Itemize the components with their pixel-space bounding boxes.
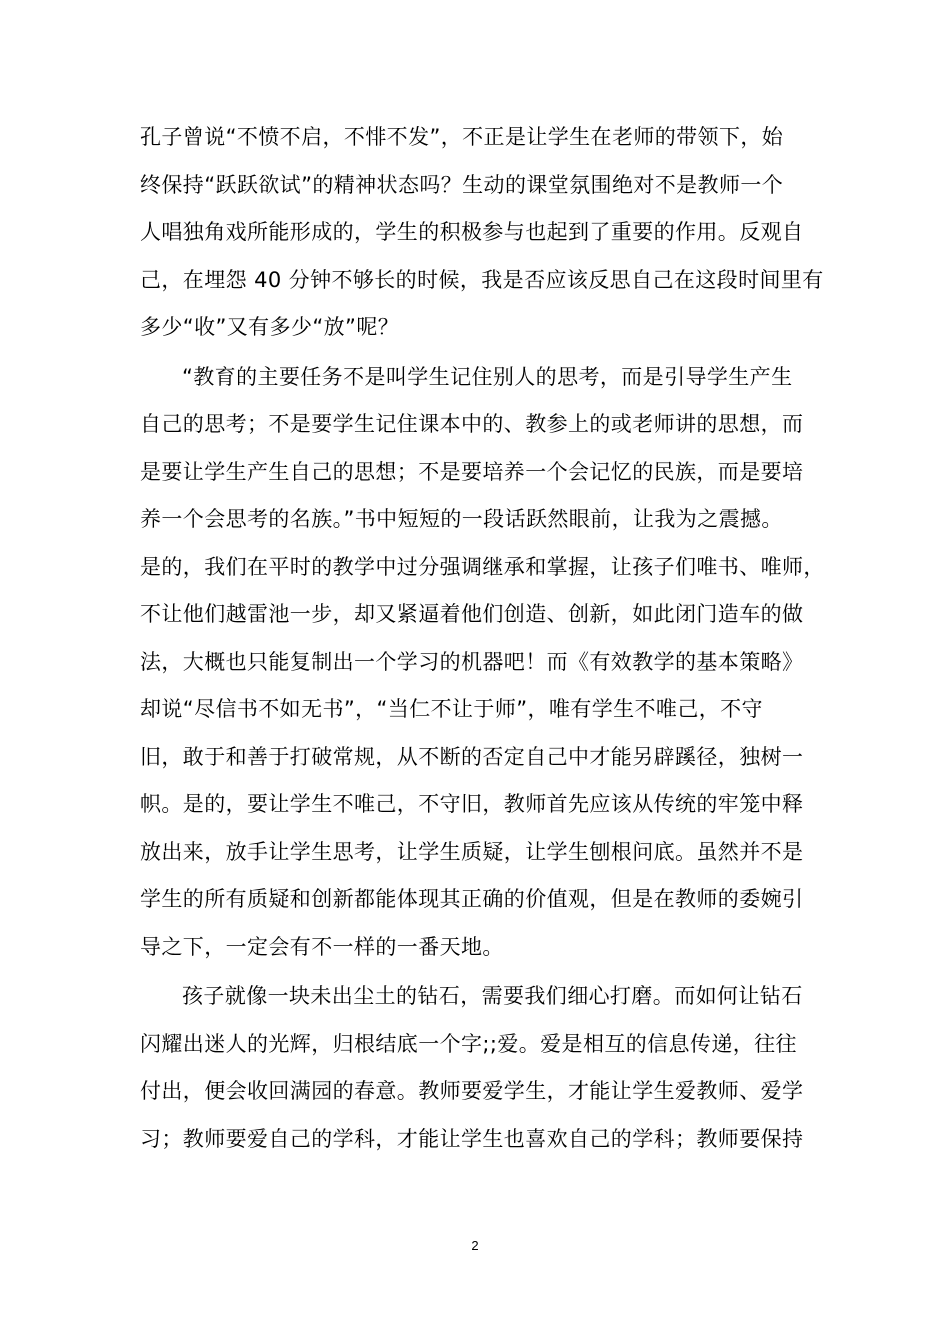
text-line: 闪耀出迷人的光辉，归根结底一个字;;爱。爱是相互的信息传递，往往: [140, 1031, 797, 1056]
page-number: 2: [471, 1238, 479, 1253]
text-line: 养一个会思考的名族。”书中短短的一段话跃然眼前，让我为之震撼。: [140, 507, 783, 531]
text-line: 是的，我们在平时的教学中过分强调继承和掌握，让孩子们唯书、唯师，: [140, 554, 825, 579]
text-line: 帜。是的，要让学生不唯己，不守旧，教师首先应该从传统的牢笼中释: [140, 792, 804, 816]
text-line: 学生的所有质疑和创新都能体现其正确的价值观，但是在教师的委婉引: [140, 887, 804, 911]
text-line: 法，大概也只能复制出一个学习的机器吧！而《有效教学的基本策略》: [140, 649, 804, 674]
text-line: 放出来，放手让学生思考，让学生质疑，让学生刨根问底。虽然并不是: [140, 839, 804, 864]
paragraph-3: [140, 973, 828, 1163]
text-line: 人唱独角戏所能形成的，学生的积极参与也起到了重要的作用。反观自: [140, 220, 804, 244]
text-line: 不让他们越雷池一步，却又紧逼着他们创造、创新，如此闭门造车的做: [140, 602, 804, 626]
text-line: 付出，便会收回满园的春意。教师要爱学生，才能让学生爱教师、爱学: [140, 1079, 804, 1103]
body-text: [140, 114, 828, 1163]
paragraph-2: [140, 354, 828, 972]
text-line: 却说“尽信书不如无书”，“当仁不让于师”，唯有学生不唯己，不守: [140, 697, 763, 721]
text-line: 自己的思考；不是要学生记住课本中的、教参上的或老师讲的思想，而: [140, 412, 804, 436]
text-line: 己，在埋怨 40 分钟不够长的时候，我是否应该反思自己在这段时间里有: [140, 267, 824, 292]
paragraph-1: [140, 114, 828, 352]
text-line: 孩子就像一块未出尘土的钻石，需要我们细心打磨。而如何让钻石: [182, 984, 803, 1008]
text-line: 多少“收”又有多少“放”呢？: [140, 315, 400, 339]
text-line: 习；教师要爱自己的学科，才能让学生也喜欢自己的学科；教师要保持: [140, 1126, 804, 1151]
text-line: “教育的主要任务不是叫学生记住别人的思考，而是引导学生产生: [182, 364, 793, 389]
text-line: 孔子曾说“不愤不启，不悱不发”，不正是让学生在老师的带领下，始: [140, 125, 784, 149]
text-line: 终保持“跃跃欲试”的精神状态吗？生动的课堂氛围绝对不是教师一个: [140, 172, 784, 197]
text-line: 旧，敢于和善于打破常规，从不断的否定自己中才能另辟蹊径，独树一: [140, 744, 804, 769]
text-line: 导之下，一定会有不一样的一番天地。: [140, 934, 504, 959]
text-line: 是要让学生产生自己的思想；不是要培养一个会记忆的民族，而是要培: [140, 459, 804, 484]
